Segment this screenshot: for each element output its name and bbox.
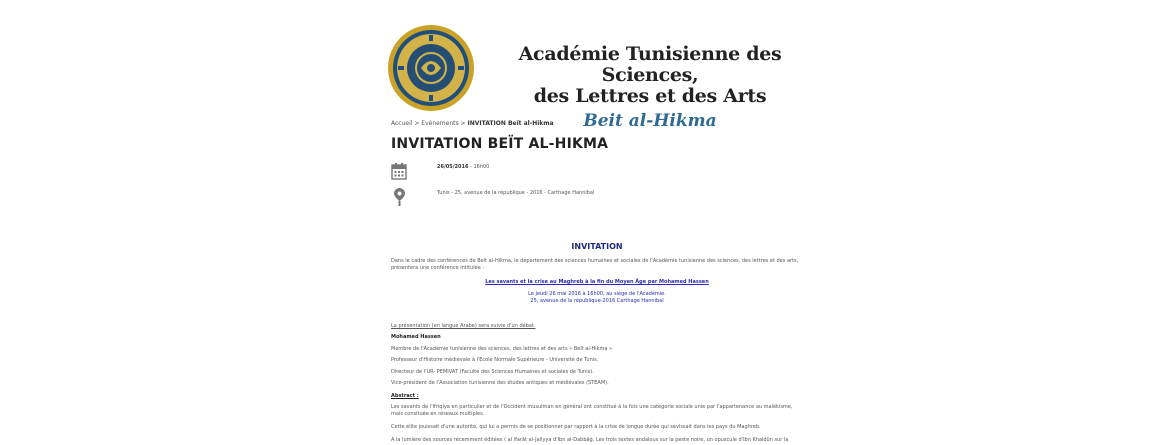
event-location: Tunis - 25, avenue de la république - 2016 - Carthage Hannibal bbox=[437, 190, 595, 196]
breadcrumb-current: INVITATION Beït al-Hikma bbox=[467, 120, 554, 127]
talk-where: 25, avenue de la république-2016 Carthage Hannibal bbox=[530, 298, 664, 304]
abstract-label: Abstract : bbox=[391, 393, 419, 399]
academy-seal-logo[interactable] bbox=[387, 24, 475, 112]
breadcrumb-separator: > bbox=[458, 120, 468, 127]
language-note: La présentation (en langue Arabe) sera suivie d'un débat. bbox=[391, 323, 536, 329]
calendar-icon bbox=[391, 162, 407, 180]
map-pin-icon bbox=[394, 188, 405, 206]
speaker-bio-line: Directeur de l'UR- PEMIVAT (Faculté des Sciences Humaines et sociales de Tunis). bbox=[391, 369, 594, 375]
event-datetime bbox=[437, 164, 489, 170]
talk-when: Le jeudi 26 mai 2016 à 16h00, au siège de l'Académie. bbox=[528, 291, 666, 297]
intro-paragraph: Dans le cadre des conférences de Beït al-Hikma, le département des sciences humaines et sociales de l'Académie tunisienne des sciences, des lettres et des arts, présentera une conférence intitulée : bbox=[391, 258, 799, 271]
breadcrumb-home[interactable]: Accueil bbox=[391, 120, 413, 127]
logo-line-1: Académie Tunisienne des Sciences, bbox=[518, 43, 782, 86]
main-column bbox=[387, 0, 807, 443]
talk-title-text: Les savants et la crise au Maghreb à la fin du Moyen Âge par Mohamed Hassen bbox=[485, 279, 709, 285]
content-heading: INVITATION bbox=[571, 242, 623, 251]
logo-line-2: des Lettres et des Arts bbox=[533, 85, 767, 107]
abstract-paragraph: Les savants de l'Ifriqiya en particulier et de l'Occident musulman en général ont constitué à la fois une catégorie sociale unie par l'appartenance au malékisme, mais consituée en réseaux multiples. bbox=[391, 404, 793, 417]
speaker-name: Mohamed Hassen bbox=[391, 334, 441, 340]
talk-title bbox=[387, 279, 807, 286]
logo-subtitle: Beit al-Hikma bbox=[583, 111, 717, 131]
abstract-paragraph: A la lumière des sources récemment éditées ( al ifarāt al-Jaliyya d'Ibn al-Dabbāġ, Les trois textes andalous sur la peste noire, un opuscule d'Ibn Khaldūn sur la bbox=[391, 437, 789, 443]
abstract-paragraph: Cette élite jouissait d'une autorité, qui lui a permis de se positionner par rapport à la crise de longue durée qui sévissait dans les pays du Maghreb. bbox=[391, 424, 761, 430]
page-title: INVITATION BEÏT AL-HIKMA bbox=[391, 136, 609, 152]
event-time: - 16h00 bbox=[468, 164, 490, 170]
academy-name-logo[interactable] bbox=[480, 44, 820, 131]
breadcrumb-events[interactable]: Evénements bbox=[421, 120, 459, 127]
speaker-bio-line: Membre de l'Académie tunisienne des sciences, des lettres et des arts « Beït al-Hikma » bbox=[391, 346, 613, 352]
breadcrumb-separator: > bbox=[412, 120, 422, 127]
speaker-bio-line: Professeur d'Histoire médiévale à l'Ecole Normale Supérieure - Université de Tunis. bbox=[391, 357, 599, 363]
event-date: 26/05/2016 bbox=[437, 164, 469, 170]
breadcrumb bbox=[391, 120, 554, 127]
speaker-bio-line: Vice-président de l'Association tunisienne des études antiques et médiévales (STEAM). bbox=[391, 380, 609, 386]
